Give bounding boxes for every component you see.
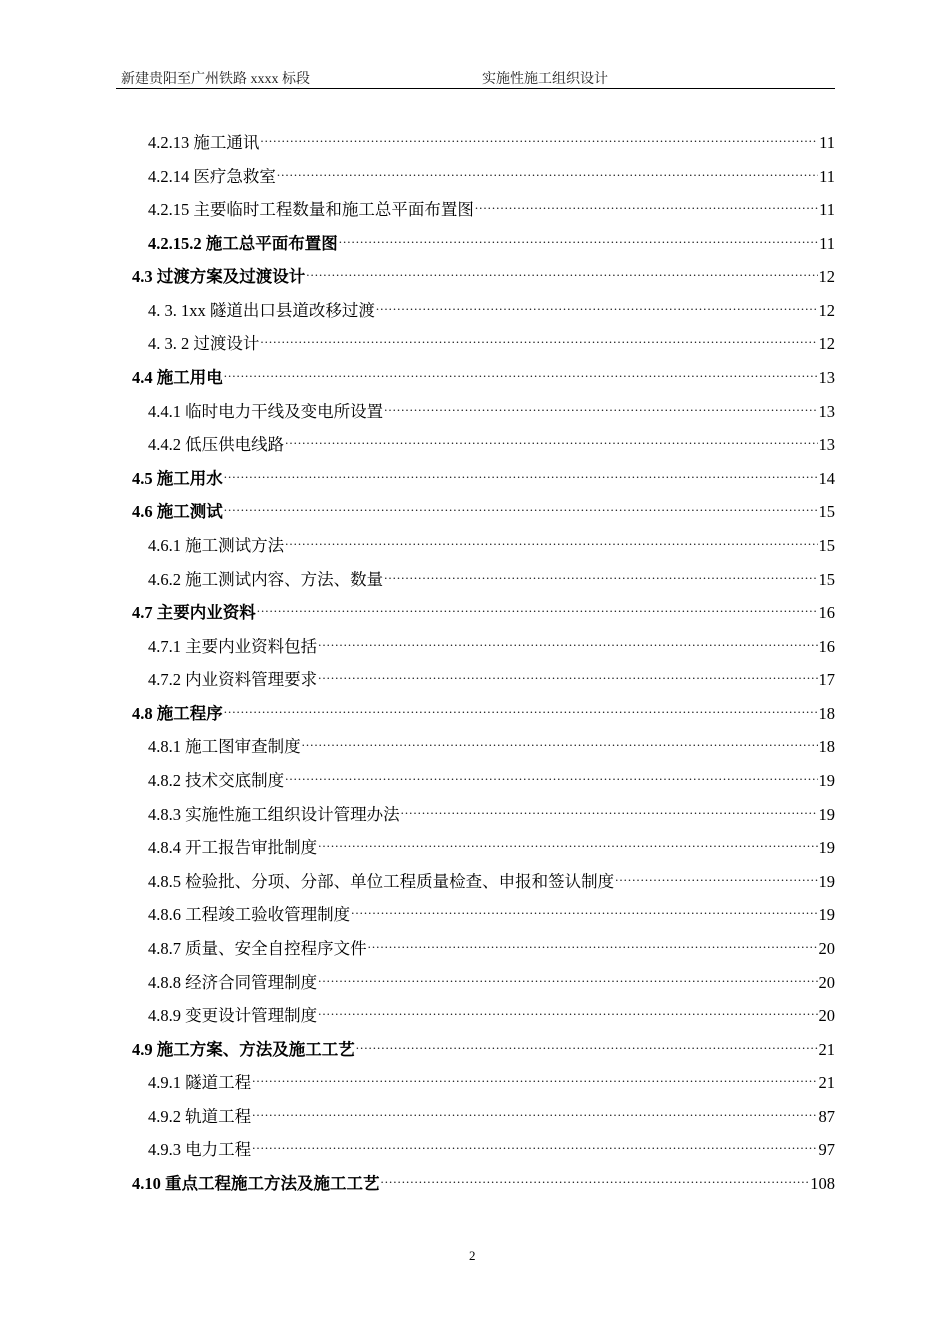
toc-leader-dots: [615, 863, 817, 887]
toc-leader-dots: [224, 460, 818, 484]
toc-entry-title: 4.2.15 主要临时工程数量和施工总平面布置图: [148, 200, 474, 220]
toc-entry-title: 4.9.3 电力工程: [148, 1140, 252, 1160]
toc-entry-page: 18: [818, 737, 835, 757]
toc-leader-dots: [376, 292, 818, 316]
toc-leader-dots: [475, 191, 818, 215]
toc-entry-page: 97: [818, 1140, 835, 1160]
toc-entry-page: 15: [818, 569, 835, 589]
toc-entry-title: 4.8 施工程序: [132, 703, 223, 723]
toc-entry[interactable]: [132, 1165, 835, 1193]
toc-entry-page: 19: [818, 838, 835, 858]
toc-entry[interactable]: [132, 1031, 835, 1059]
toc-entry-title: 4.9.1 隧道工程: [148, 1073, 252, 1093]
toc-leader-dots: [252, 1131, 817, 1155]
toc-entry[interactable]: [148, 863, 835, 891]
toc-leader-dots: [224, 695, 818, 719]
toc-leader-dots: [224, 359, 818, 383]
toc-leader-dots: [252, 1064, 817, 1088]
toc-entry-page: 11: [819, 166, 835, 186]
toc-entry-title: 4.8.4 开工报告审批制度: [148, 838, 318, 858]
toc-entry-title: 4.8.7 质量、安全自控程序文件: [148, 938, 367, 958]
toc-entry-title: 4.4 施工用电: [132, 368, 223, 388]
toc-entry-page: 16: [818, 636, 835, 656]
toc-entry-title: 4. 3. 2 过渡设计: [148, 334, 260, 354]
toc-entry[interactable]: [148, 1064, 835, 1093]
toc-entry[interactable]: [148, 964, 835, 992]
toc-entry-page: 19: [818, 771, 835, 791]
toc-leader-dots: [356, 1031, 818, 1055]
toc-entry-page: 11: [819, 200, 835, 220]
toc-entry-page: 20: [818, 1006, 835, 1026]
toc-entry-title: 4.6.1 施工测试方法: [148, 535, 285, 555]
toc-entry[interactable]: [148, 1098, 835, 1126]
toc-entry-title: 4.2.14 医疗急救室: [148, 166, 276, 186]
toc-entry-title: 4.2.15.2 施工总平面布置图: [148, 233, 338, 253]
toc-leader-dots: [224, 493, 818, 517]
toc-entry-title: 4.8.8 经济合同管理制度: [148, 972, 318, 992]
toc-entry-page: 20: [818, 972, 835, 992]
toc-leader-dots: [318, 997, 817, 1021]
toc-entry-page: 87: [818, 1106, 835, 1126]
toc-leader-dots: [318, 661, 817, 685]
toc-entry[interactable]: [132, 695, 835, 723]
toc-entry-title: 4.7.2 内业资料管理要求: [148, 670, 318, 690]
toc-leader-dots: [318, 829, 817, 853]
toc-leader-dots: [257, 594, 818, 618]
toc-entry[interactable]: [148, 930, 835, 958]
toc-entry-page: 19: [818, 804, 835, 824]
toc-entry[interactable]: [148, 124, 835, 152]
toc-leader-dots: [252, 1098, 817, 1122]
toc-leader-dots: [384, 561, 817, 585]
toc-entry[interactable]: [148, 796, 835, 824]
toc-entry[interactable]: [132, 359, 835, 388]
toc-entry[interactable]: [132, 594, 835, 623]
toc-entry[interactable]: [132, 460, 835, 488]
toc-leader-dots: [285, 426, 817, 450]
toc-entry-title: 4.6.2 施工测试内容、方法、数量: [148, 569, 384, 589]
toc-leader-dots: [285, 527, 817, 551]
toc-entry-page: 15: [818, 535, 835, 555]
toc-leader-dots: [260, 325, 817, 349]
toc-entry-page: 14: [818, 468, 835, 488]
toc-entry-page: 12: [818, 334, 835, 354]
toc-entry[interactable]: [148, 762, 835, 791]
toc-entry-page: 19: [818, 871, 835, 891]
toc-entry[interactable]: [148, 628, 835, 656]
toc-entry[interactable]: [148, 191, 835, 220]
toc-entry[interactable]: [132, 493, 835, 522]
toc-entry-title: 4.5 施工用水: [132, 468, 223, 488]
toc-entry[interactable]: [148, 325, 835, 354]
toc-leader-dots: [339, 225, 818, 249]
header-project-name: 新建贵阳至广州铁路 xxxx 标段: [121, 72, 310, 87]
toc-entry-title: 4.7 主要内业资料: [132, 603, 256, 623]
toc-entry-page: 19: [818, 905, 835, 925]
toc-entry-title: 4.4.2 低压供电线路: [148, 435, 285, 455]
toc-entry[interactable]: [148, 158, 835, 186]
toc-entry[interactable]: [148, 829, 835, 858]
toc-entry-page: 15: [818, 502, 835, 522]
toc-entry-title: 4.8.5 检验批、分项、分部、单位工程质量检查、申报和签认制度: [148, 871, 615, 891]
toc-leader-dots: [368, 930, 818, 954]
toc-entry-page: 20: [818, 938, 835, 958]
toc-entry-title: 4.8.3 实施性施工组织设计管理办法: [148, 804, 400, 824]
toc-entry[interactable]: [148, 1131, 835, 1160]
toc-entry-title: 4.7.1 主要内业资料包括: [148, 636, 318, 656]
toc-entry-page: 12: [818, 300, 835, 320]
toc-entry[interactable]: [132, 258, 835, 287]
toc-leader-dots: [302, 728, 818, 752]
toc-entry[interactable]: [148, 393, 835, 421]
toc-entry[interactable]: [148, 292, 835, 320]
page-number: 2: [469, 1248, 476, 1263]
toc-entry-title: 4.8.2 技术交底制度: [148, 771, 285, 791]
toc-entry-page: 11: [819, 233, 835, 253]
toc-entry-title: 4.2.13 施工通讯: [148, 133, 260, 152]
toc-entry[interactable]: [148, 561, 835, 589]
toc-entry-page: 11: [819, 133, 835, 152]
toc-entry-title: 4.10 重点工程施工方法及施工工艺: [132, 1173, 380, 1193]
toc-entry-page: 108: [810, 1173, 835, 1193]
toc-leader-dots: [401, 796, 818, 820]
header-document-title: 实施性施工组织设计: [482, 72, 608, 87]
toc-entry-title: 4. 3. 1xx 隧道出口县道改移过渡: [148, 300, 375, 320]
toc-entry-page: 16: [818, 603, 835, 623]
toc-leader-dots: [285, 762, 817, 786]
toc-entry-title: 4.9 施工方案、方法及施工工艺: [132, 1039, 355, 1059]
toc-leader-dots: [260, 124, 818, 148]
toc-entry[interactable]: [148, 896, 835, 925]
toc-leader-dots: [381, 1165, 810, 1189]
toc-leader-dots: [384, 393, 817, 417]
toc-entry[interactable]: [148, 225, 835, 253]
toc-entry-title: 4.6 施工测试: [132, 502, 223, 522]
toc-entry-page: 21: [818, 1073, 835, 1093]
toc-leader-dots: [351, 896, 817, 920]
toc-entry-page: 18: [818, 703, 835, 723]
toc-entry-page: 13: [818, 401, 835, 421]
toc-entry-title: 4.8.9 变更设计管理制度: [148, 1006, 318, 1026]
toc-entry[interactable]: [148, 527, 835, 555]
toc-entry-page: 13: [818, 435, 835, 455]
toc-entry-page: 13: [818, 368, 835, 388]
toc-entry-title: 4.9.2 轨道工程: [148, 1106, 252, 1126]
toc-entry-title: 4.4.1 临时电力干线及变电所设置: [148, 401, 384, 421]
toc-entry-title: 4.8.1 施工图审查制度: [148, 737, 301, 757]
toc-entry-page: 17: [818, 670, 835, 690]
toc-entry[interactable]: [148, 728, 835, 757]
toc-entry-page: 12: [818, 267, 835, 287]
toc-leader-dots: [318, 964, 817, 988]
toc-entry-title: 4.3 过渡方案及过渡设计: [132, 267, 306, 287]
toc-entry-page: 21: [818, 1039, 835, 1059]
toc-entry-title: 4.8.6 工程竣工验收管理制度: [148, 905, 351, 925]
toc-leader-dots: [306, 258, 817, 282]
toc-leader-dots: [277, 158, 818, 182]
toc-leader-dots: [318, 628, 817, 652]
toc-entry[interactable]: [148, 426, 835, 455]
toc-entry[interactable]: [148, 997, 835, 1026]
toc-entry[interactable]: [148, 661, 835, 690]
